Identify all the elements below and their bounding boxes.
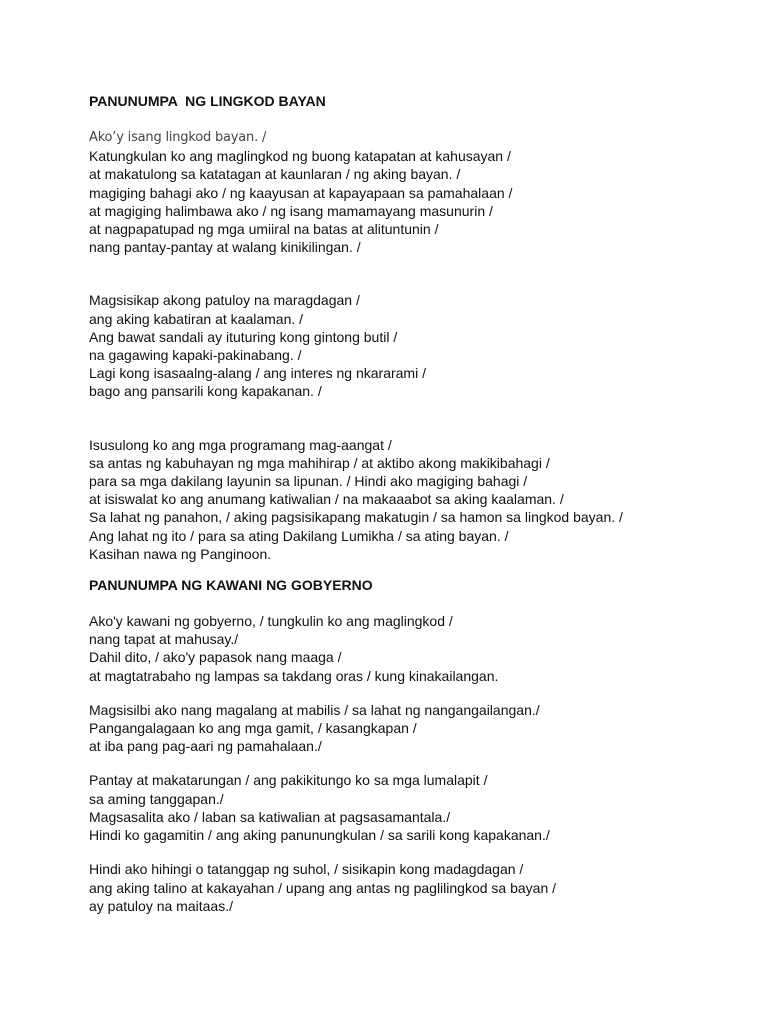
oath-line: at magiging halimbawa ako / ng isang mamamayang masunurin /	[89, 202, 493, 219]
oath-line: Ang lahat ng ito / para sa ating Dakilang Lumikha / sa ating bayan. /	[89, 527, 509, 544]
oath-line: na gagawing kapaki-pakinabang. /	[89, 347, 302, 364]
oath-stanza	[89, 771, 761, 844]
oath-line: ang aking kabatiran at kaalaman. /	[89, 310, 304, 327]
oath-line: Hindi ako hihingi o tatanggap ng suhol, / sisikapin kong madagdagan /	[89, 861, 524, 878]
oath-line: at iba pang pag-aari ng pamahalaan./	[89, 738, 322, 755]
oath-line: Katungkulan ko ang maglingkod ng buong katapatan at kahusayan /	[89, 148, 511, 165]
oath-line: Sa lahat ng panahon, / aking pagsisikapang makatugin / sa hamon sa lingkod bayan. /	[89, 509, 623, 526]
oath-stanza	[89, 291, 761, 400]
stanza-spacer	[89, 401, 761, 436]
oath-line: at nagpapatupad ng mga umiiral na batas at alituntunin /	[89, 221, 439, 238]
oath-line: Lagi kong isasaalng-alang / ang interes ng nkararami /	[89, 365, 426, 382]
oath-line: Magsisikap akong patuloy na maragdagan /	[89, 292, 360, 309]
oath-line: Ako'y kawani ng gobyerno, / tungkulin ko ang maglingkod /	[89, 613, 453, 630]
stanza-spacer	[89, 685, 761, 701]
oath-stanza	[89, 701, 761, 756]
oath-line: sa aming tanggapan./	[89, 790, 224, 807]
oath-stanza	[89, 129, 761, 256]
oath-line: Ang bawat sandali ay ituturing kong gintong butil /	[89, 328, 398, 345]
stanza-spacer	[89, 755, 761, 771]
oath-stanza	[89, 860, 761, 915]
oath-line: at magtatrabaho ng lampas sa takdang oras / kung kinakailangan.	[89, 667, 499, 684]
oath-line: ay patuloy na maitaas./	[89, 897, 233, 914]
oath-line: Isusulong ko ang mga programang mag-aangat /	[89, 436, 392, 453]
oath-line: sa antas ng kabuhayan ng mga mahihirap / at aktibo akong makikibahagi /	[89, 454, 550, 471]
oath-line: nang pantay-pantay at walang kinikilingan. /	[89, 239, 361, 256]
oath-line: at makatulong sa katatagan at kaunlaran / ng aking bayan. /	[89, 166, 461, 183]
section-title-lingkod-bayan: PANUNUMPA NG LINGKOD BAYAN	[89, 93, 326, 109]
oath-line: Pantay at makatarungan / ang pakikitungo ko sa mga lumalapit /	[89, 772, 488, 789]
oath-line: Ako’y isang lingkod bayan. /	[89, 130, 267, 145]
oath-line: ang aking talino at kakayahan / upang ang antas ng paglilingkod sa bayan /	[89, 879, 557, 896]
stanza-spacer	[89, 844, 761, 860]
oath-line: Magsasalita ako / laban sa katiwalian at pagsasamantala./	[89, 808, 451, 825]
oath-line: bago ang pansarili kong kapakanan. /	[89, 383, 322, 400]
oath-line: nang tapat at mahusay./	[89, 631, 239, 648]
oath-line: magiging bahagi ako / ng kaayusan at kapayapaan sa pamahalaan /	[89, 184, 513, 201]
document-page	[89, 92, 761, 915]
stanza-spacer	[89, 256, 761, 291]
oath-stanza	[89, 612, 761, 685]
oath-line: Kasihan nawa ng Panginoon.	[89, 545, 272, 562]
oath-line: Pangangalagaan ko ang mga gamit, / kasangkapan /	[89, 720, 417, 737]
oath-stanza	[89, 436, 761, 563]
section-title-kawani-ng-gobyerno: PANUNUMPA NG KAWANI NG GOBYERNO	[89, 577, 373, 594]
oath-line: Hindi ko gagamitin / ang aking panunungkulan / sa sarili kong kapakanan./	[89, 827, 550, 844]
oath-line: Dahil dito, / ako'y papasok nang maaga /	[89, 649, 342, 666]
oath-line: at isiswalat ko ang anumang katiwalian / na makaaabot sa aking kaalaman. /	[89, 491, 564, 508]
oath-line: para sa mga dakilang layunin sa lipunan. / Hindi ako magiging bahagi /	[89, 473, 528, 490]
oath-line: Magsisilbi ako nang magalang at mabilis / sa lahat ng nangangailangan./	[89, 701, 540, 718]
